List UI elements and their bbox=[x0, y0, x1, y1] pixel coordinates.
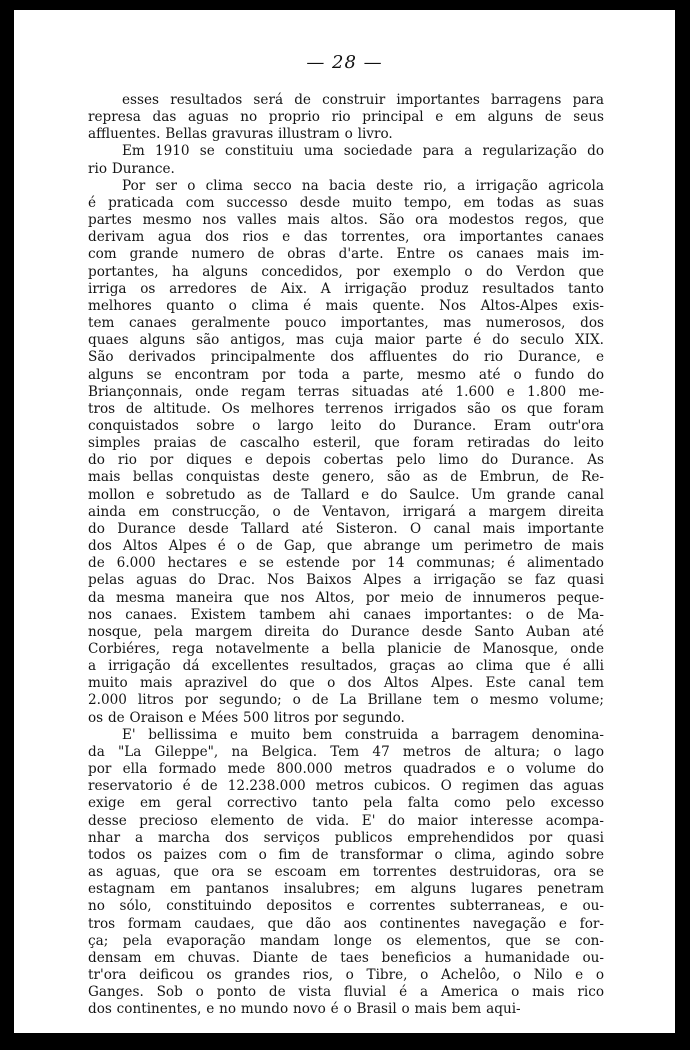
text-line: as aguas, que ora se escoam em torrentes destruidoras, ora se bbox=[88, 864, 604, 881]
paragraph bbox=[88, 178, 604, 727]
text-line: tem canaes geralmente pouco importantes, mas numerosos, dos bbox=[88, 315, 604, 332]
text-line: nhar a marcha dos serviços publicos emprehendidos por quasi bbox=[88, 829, 604, 846]
text-line: dos Altos Alpes é o de Gap, que abrange um perimetro de mais bbox=[88, 538, 604, 555]
text-line: com grande numero de obras d'arte. Entre os canaes mais im- bbox=[88, 246, 604, 263]
text-line: exige em geral correctivo tanto pela falta como pelo excesso bbox=[88, 795, 604, 812]
paragraph bbox=[88, 143, 604, 177]
text-line: do Durance desde Tallard até Sisteron. O canal mais importante bbox=[88, 520, 604, 537]
text-line: 2.000 litros por segundo; o de La Brillane tem o mesmo volume; bbox=[88, 692, 604, 709]
text-line: Corbiéres, rega notavelmente a bella planicie de Manosque, onde bbox=[88, 641, 604, 657]
text-line: quaes alguns são antigos, mas cuja maior parte é do seculo XIX. bbox=[88, 332, 604, 349]
text-line: partes mesmo nos valles mais altos. São ora modestos regos, que bbox=[88, 212, 604, 229]
text-line: da "La Gileppe", na Belgica. Tem 47 metros de altura; o lago bbox=[88, 743, 604, 760]
text-line: ainda em construcção, o de Ventavon, irrigará a margem direita bbox=[88, 503, 604, 520]
text-line: de 6.000 hectares e se estende por 14 communas; é alimentado bbox=[88, 555, 604, 572]
text-line: Por ser o clima secco na bacia deste rio, a irrigação agricola bbox=[122, 177, 604, 194]
text-line: do rio por diques e depois cobertas pelo limo do Durance. As bbox=[88, 452, 604, 469]
text-line: mais bellas conquistas deste genero, são as de Embrun, de Re- bbox=[88, 469, 604, 486]
text-line: São derivados principalmente dos affluentes do rio Durance, e bbox=[88, 349, 604, 366]
text-line: dos continentes, e no mundo novo é o Brasil o mais bem aqui- bbox=[88, 1001, 521, 1018]
text-line: no sólo, constituindo depositos e correntes subterraneas, e ou- bbox=[88, 898, 604, 915]
text-line: nos canaes. Existem tambem ahi canaes importantes: o de Ma- bbox=[88, 606, 604, 623]
page-number: — 28 — bbox=[306, 52, 383, 73]
text-line: tros de altitude. Os melhores terrenos irrigados são os que foram bbox=[88, 400, 604, 417]
text-line: da mesma maneira que nos Altos, por meio de innumeros peque- bbox=[88, 589, 604, 606]
text-line: Em 1910 se constituiu uma sociedade para a regularização do bbox=[122, 143, 604, 160]
text-line: Briançonnais, onde regam terras situadas até 1.600 e 1.800 me- bbox=[88, 383, 604, 400]
text-line: é praticada com successo desde muito tempo, em todas as suas bbox=[88, 194, 604, 211]
text-line: E' bellissima e muito bem construida a barragem denomina- bbox=[122, 726, 604, 743]
book-page bbox=[14, 10, 675, 1033]
text-line: affluentes. Bellas gravuras illustram o livro. bbox=[88, 126, 393, 143]
text-line: a irrigação dá excellentes resultados, graças ao clima que é alli bbox=[88, 658, 604, 675]
text-line: estagnam em pantanos insalubres; em alguns lugares penetram bbox=[88, 881, 604, 898]
text-line: derivam agua dos rios e das torrentes, ora importantes canaes bbox=[88, 229, 604, 246]
text-line: por ella formado mede 800.000 metros quadrados e o volume do bbox=[88, 761, 604, 778]
text-line: conquistados sobre o largo leito do Durance. Eram outr'ora bbox=[88, 417, 604, 434]
text-line: melhores quanto o clima é mais quente. Nos Altos-Alpes exis- bbox=[88, 297, 604, 314]
text-line: esses resultados será de construir importantes barragens para bbox=[122, 92, 604, 108]
text-line: mollon e sobretudo as de Tallard e do Saulce. Um grande canal bbox=[88, 486, 604, 503]
text-line: alguns se encontram por toda a parte, mesmo até o fundo do bbox=[88, 366, 604, 383]
text-line: irriga os arredores de Aix. A irrigação produz resultados tanto bbox=[88, 280, 604, 297]
text-line: muito mais aprazivel do que o dos Altos Alpes. Este canal tem bbox=[88, 675, 604, 692]
paragraph bbox=[88, 92, 604, 143]
text-line: ça; pela evaporação mandam longe os elementos, que se con- bbox=[88, 932, 604, 949]
text-line: tr'ora deificou os grandes rios, o Tibre, o Achelôo, o Nilo e o bbox=[88, 966, 604, 983]
text-line: desse precioso elemento de vida. E' do maior interesse acompa- bbox=[88, 812, 604, 829]
text-line: reservatorio é de 12.238.000 metros cubicos. O regimen das aguas bbox=[88, 778, 604, 795]
text-line: represa das aguas no proprio rio principal e em alguns de seus bbox=[88, 109, 604, 126]
text-line: portantes, ha alguns concedidos, por exemplo o do Verdon que bbox=[88, 263, 604, 280]
text-line: todos os paizes com o fim de transformar o clima, agindo sobre bbox=[88, 846, 604, 863]
text-line: rio Durance. bbox=[88, 160, 175, 177]
body-text bbox=[88, 92, 604, 1018]
text-line: nosque, pela margem direita do Durance desde Santo Auban até bbox=[88, 623, 604, 640]
text-line: os de Oraison e Mées 500 litros por segundo. bbox=[88, 709, 405, 726]
text-line: Ganges. Sob o ponto de vista fluvial é a America o mais rico bbox=[88, 984, 604, 1001]
paragraph bbox=[88, 727, 604, 1019]
text-line: tros formam caudaes, que dão aos continentes navegação e for- bbox=[88, 915, 604, 932]
text-line: simples praias de cascalho esteril, que foram retiradas do leito bbox=[88, 435, 604, 452]
text-line: pelas aguas do Drac. Nos Baixos Alpes a irrigação se faz quasi bbox=[88, 572, 604, 589]
text-line: densam em chuvas. Diante de taes beneficios a humanidade ou- bbox=[88, 949, 604, 966]
